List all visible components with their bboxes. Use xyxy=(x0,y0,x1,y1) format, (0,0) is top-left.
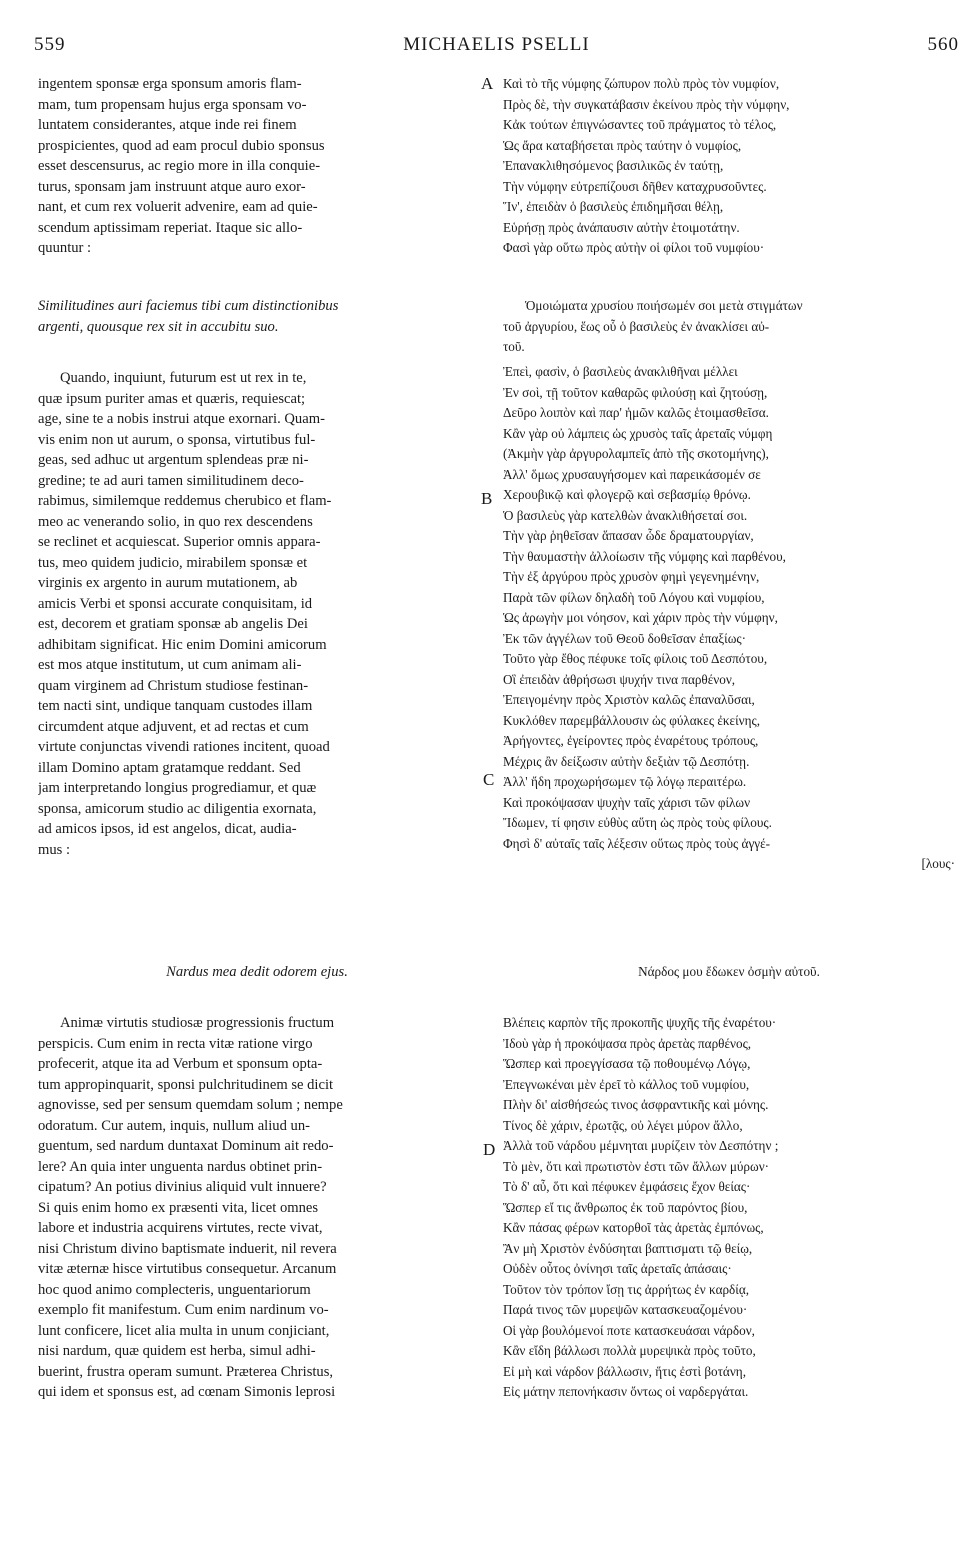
text-line: Ὥσπερ καὶ προεγγίσασα τῷ ποθουμένῳ Λόγῳ, xyxy=(503,1056,751,1071)
text-line: Παρὰ τῶν φίλων δηλαδὴ τοῦ Λόγου καὶ νυμφίου, xyxy=(503,589,765,605)
text-line: mus : xyxy=(38,841,71,858)
text-line: Τὴν ἐξ ἀργύρου πρὸς χρυσὸν φημὶ γεγενημένην, xyxy=(503,569,760,584)
text-line: labore et industria acquirens virtutes, recte vivat, xyxy=(38,1220,323,1236)
greek-block-2-end-line: [λους· xyxy=(921,856,955,871)
text-line: nisi nardum, quæ quidem est herba, simul adhi- xyxy=(38,1343,316,1359)
text-line: Εἰ μὴ καὶ νάρδον βάλλωσιν, ἥτις ἐστὶ βοτάνη, xyxy=(503,1363,746,1379)
greek-block-2 xyxy=(503,362,955,854)
text-line: Τὸ δ' αὖ, ὅτι καὶ πέφυκεν ἐμφάσεις ἔχον θείας· xyxy=(503,1179,751,1194)
text-line: jam interpretando longius progrediamur, et quæ xyxy=(38,780,317,796)
text-line: buerint, frustra operam sumunt. Præterea Christus, xyxy=(38,1363,334,1380)
greek-block-1 xyxy=(503,74,955,259)
text-line: Ἐπεγνωκέναι μὲν ἐρεῖ τὸ κάλλος τοῦ νυμφίου, xyxy=(503,1076,750,1092)
greek-block-3 xyxy=(503,1013,955,1403)
running-title: MICHAELIS PSELLI xyxy=(403,34,590,55)
greek-verse-1 xyxy=(503,296,955,358)
text-line: Ἀλλ' ἤδη προχωρήσωμεν τῷ λόγῳ περαιτέρω. xyxy=(503,774,747,789)
text-line: quam virginem ad Christum studiose festinan- xyxy=(38,677,309,694)
text-line: Οἱ γὰρ βουλόμενοί ποτε κατασκευάσαι νάρδον, xyxy=(503,1322,755,1338)
text-line: argenti, quousque rex sit in accubitu suo. xyxy=(38,318,279,335)
text-line: Ἰδοὺ γὰρ ἡ προκόψασα πρὸς ἀρετὰς παρθένος, xyxy=(503,1035,752,1051)
text-line: Εὑρήσῃ πρὸς ἀνάπαυσιν αὐτὴν ἑτοιμοτάτην. xyxy=(503,219,740,235)
text-line: tum appropinquarit, sponsi pulchritudinem se dicit xyxy=(38,1076,334,1093)
section-marker-c: C xyxy=(483,770,495,789)
latin-block-3 xyxy=(38,1013,476,1403)
text-line: Χερουβικῷ καὶ φλογερῷ καὶ σεβασμίῳ θρόνῳ. xyxy=(503,487,751,502)
text-line: prospicientes, quod ad eam procul dubio sponsus xyxy=(38,137,325,154)
page-number-right: 560 xyxy=(927,34,959,55)
text-line: Animæ virtutis studiosæ progressionis fructum xyxy=(60,1015,335,1031)
section-marker-b: B xyxy=(481,489,493,508)
text-line: Εἰς μάτην πεπονήκασιν ὄντως οἱ ναρδεργάται. xyxy=(503,1384,749,1399)
text-line: odoratum. Cur autem, inquis, nullum aliud un- xyxy=(38,1117,310,1134)
text-line: Κἂν εἴδη βάλλωσι πολλὰ μυρεψικὰ πρὸς τοῦτο, xyxy=(503,1343,756,1358)
text-line: vitæ æternæ hisce virtutibus consequetur. Arcanum xyxy=(38,1261,337,1277)
text-line: quæ ipsum puriter amas et quæris, requiescat; xyxy=(38,390,306,407)
text-line: Κἂν πάσας φέρων κατορθοῖ τὰς ἀρετὰς ἐμπόνως, xyxy=(503,1220,764,1235)
text-line: Τοῦτο γὰρ ἔθος πέφυκε τοῖς φίλοις τοῦ Δεσπότου, xyxy=(503,651,768,666)
text-line: tus, meo quidem judicio, mirabilem sponsæ et xyxy=(38,554,308,571)
text-line: Τὴν γὰρ ῥηθεῖσαν ἅπασαν ὧδε δραματουργίαν, xyxy=(503,528,754,543)
text-line: Παρά τινος τῶν μυρεψῶν κατασκευαζομένου· xyxy=(503,1302,748,1317)
text-line: virtute conjunctas vivendi rationes incitent, quoad xyxy=(38,739,330,755)
text-line: Ἀρήγοντες, ἐγείροντες πρὸς ἐναρέτους τρόπους, xyxy=(503,733,759,748)
text-line: Οὐδὲν οὗτος ὀνίνησι ταῖς ἀρεταῖς ἁπάσαις· xyxy=(503,1261,732,1276)
running-header xyxy=(34,34,959,58)
latin-verse-1 xyxy=(38,296,476,337)
text-line: Ὡς ἄρα καταβήσεται πρὸς ταύτην ὁ νυμφίος, xyxy=(503,137,742,153)
text-line: Ἐπεὶ, φασὶν, ὁ βασιλεὺς ἀνακλιθῆναι μέλλει xyxy=(503,364,738,379)
text-line: ad amicos ipsos, id est angelos, dicat, audia- xyxy=(38,821,297,837)
text-line: Quando, inquiunt, futurum est ut rex in te, xyxy=(60,370,307,386)
text-line: Ἐν σοὶ, τῇ τοῦτον καθαρῶς φιλούσῃ καὶ ζητούσῃ, xyxy=(503,384,768,400)
text-line: guentum, sed nardum duntaxat Dominum ait redo- xyxy=(38,1138,334,1154)
text-line: (Ἀκμὴν γὰρ ἀργυρολαμπεῖς ἀπὸ τῆς σκοτομήνης), xyxy=(503,446,769,461)
text-line: luntatem considerantes, atque inde rei finem xyxy=(38,117,297,133)
text-line: scendum aptissimam reperiat. Itaque sic allo- xyxy=(38,219,303,236)
text-line: esset descensurus, ac regio more in illa conquie- xyxy=(38,158,321,174)
text-line: mam, tum propensam hujus erga sponsam vo- xyxy=(38,96,307,113)
text-line: Καὶ προκόψασαν ψυχὴν ταῖς χάρισι τῶν φίλων xyxy=(503,794,751,810)
text-line: Ἴδωμεν, τί φησιν εὐθὺς αὕτη ὡς πρὸς τοὺς φίλους. xyxy=(503,815,772,830)
text-line: τοῦ ἀργυρίου, ἕως οὗ ὁ βασιλεὺς ἐν ἀνακλίσει αὐ- xyxy=(503,318,770,334)
text-line: perspicis. Cum enim in recta vitæ ratione virgo xyxy=(38,1035,313,1052)
text-line: Τὸ μὲν, ὅτι καὶ πρωτιστὸν ἐστι τῶν ἄλλων μύρων· xyxy=(503,1158,770,1174)
text-line: lere? An quia inter unguenta nardus obtinet prin- xyxy=(38,1158,323,1175)
text-line: quuntur : xyxy=(38,240,92,256)
text-line: est, decorem et gratiam sponsæ ab angelis Dei xyxy=(38,616,308,632)
text-line: amicis Verbi et sponsi accurate conquisitam, id xyxy=(38,595,313,612)
text-line: Ἐπανακλιθησόμενος βασιλικῶς ἐν ταύτῃ, xyxy=(503,158,724,173)
text-line: Καὶ τὸ τῆς νύμφης ζώπυρον πολὺ πρὸς τὸν νυμφίον, xyxy=(503,76,780,91)
text-line: lunt conficere, licet alia multa in unum conjiciant, xyxy=(38,1322,330,1339)
text-line: Μέχρις ἂν δείξωσιν αὐτὴν δεξιὰν τῷ Δεσπότῃ. xyxy=(503,753,750,769)
text-line: est mos atque institutum, ut cum animam ali- xyxy=(38,657,302,673)
text-line: Δεῦρο λοιπὸν καὶ παρ' ἡμῶν καλῶς ἑτοιμασθεῖσα. xyxy=(503,405,769,420)
text-line: Ἵν', ἐπειδὰν ὁ βασιλεὺς ἐπιδημῆσαι θέλῃ, xyxy=(503,199,724,214)
text-line: Ἀλλὰ τοῦ νάρδου μέμνηται μυρίζειν τὸν Δεσπότην ; xyxy=(503,1138,779,1153)
text-line: geas, sed adhuc ut argentum splendeas præ ni- xyxy=(38,452,309,468)
text-line: Τὴν νύμφην εὐτρεπίζουσι δῆθεν καταχρυσοῦντες. xyxy=(503,178,767,194)
section-marker-d: D xyxy=(483,1140,496,1159)
latin-block-2 xyxy=(38,368,476,860)
text-line: tem nacti sint, undique tanquam custodes illam xyxy=(38,698,313,714)
text-line: Ὥσπερ εἴ τις ἄνθρωπος ἐκ τοῦ παρόντος βίου, xyxy=(503,1199,748,1215)
greek-verse-2-line: Νάρδος μου ἔδωκεν ὀσμὴν αὐτοῦ. xyxy=(638,964,820,979)
text-line: turus, sponsam jam instruunt atque auro exor- xyxy=(38,178,306,195)
text-line: Κυκλόθεν παρεμβάλλουσιν ὡς φύλακες ἐκείνης, xyxy=(503,712,760,728)
text-line: Ἐκ τῶν ἀγγέλων τοῦ Θεοῦ δοθεῖσαν ἐπαξίως· xyxy=(503,630,746,646)
text-line: se reclinet et acquiescat. Superior omnis appara- xyxy=(38,534,321,550)
text-line: virginis ex argento in aurum mutationem, ab xyxy=(38,575,298,591)
latin-verse-2 xyxy=(38,962,476,983)
text-line: meo ac venerando solio, in quo rex descendens xyxy=(38,513,313,530)
text-line: circumdent atque adjuvent, et ad rectas et cum xyxy=(38,718,309,735)
latin-verse-2-line: Nardus mea dedit odorem ejus. xyxy=(166,964,348,980)
text-line: Ὁ βασιλεὺς γὰρ κατελθὼν ἀνακλιθήσεταί σοι. xyxy=(503,507,748,523)
text-line: Τὴν θαυμαστὴν ἀλλοίωσιν τῆς νύμφης καὶ παρθένου, xyxy=(503,548,786,564)
section-marker-a: A xyxy=(481,74,494,93)
text-line: ingentem sponsæ erga sponsum amoris flam- xyxy=(38,76,302,92)
text-line: Κἀκ τούτων ἐπιγνώσαντες τοῦ πράγματος τὸ τέλος, xyxy=(503,117,777,132)
greek-verse-2 xyxy=(503,962,955,983)
text-line: agnovisse, sed per sensum quemdam solum ; nempe xyxy=(38,1097,343,1113)
text-line: illam Domino aptam gratamque reddant. Sed xyxy=(38,759,301,776)
text-line: Ὡς ἀρωγὴν μοι νόησον, καὶ χάριν πρὸς τὴν νύμφην, xyxy=(503,610,778,625)
text-line: Πρὸς δὲ, τὴν συγκατάβασιν ἐκείνου πρὸς τὴν νύμφην, xyxy=(503,96,790,112)
text-line: Ἂν μὴ Χριστὸν ἐνδύσηται βαπτισματι τῷ θείῳ, xyxy=(503,1240,753,1256)
text-line: qui idem et sponsus est, ad cœnam Simonis leprosi xyxy=(38,1384,336,1400)
text-line: Πλὴν δι' αἰσθήσεώς τινος ἀσφραντικῆς καὶ μόνης. xyxy=(503,1097,769,1112)
page-number-left: 559 xyxy=(34,34,66,55)
text-line: vis enim non ut aurum, o sponsa, virtutibus ful- xyxy=(38,431,316,448)
text-line: Τοῦτον τὸν τρόπον ἴσῃ τις ἀρρήτως ἐν καρδίᾳ, xyxy=(503,1281,750,1297)
text-line: age, sine te a nobis instrui atque exornari. Quam- xyxy=(38,411,325,427)
text-line: Φησὶ δ' αὐταῖς ταῖς λέξεσιν οὕτως πρὸς τοὺς ἀγγέ- xyxy=(503,835,771,851)
text-line: gredine; te ad auri tamen similitudinem deco- xyxy=(38,472,304,489)
text-line: hoc quod animo complecteris, unguentariorum xyxy=(38,1281,311,1298)
greek-block-2-end xyxy=(503,854,963,875)
text-line: Τίνος δὲ χάριν, ἐρωτᾷς, οὐ λέγει μύρον ἄλλο, xyxy=(503,1117,743,1133)
text-line: Κἂν γὰρ οὐ λάμπεις ὡς χρυσὸς ταῖς ἀρεταῖς νύμφη xyxy=(503,425,773,441)
latin-block-1 xyxy=(38,74,476,259)
text-line: cipatum? An potius divinius aliquid vult innuere? xyxy=(38,1179,327,1195)
text-line: Ἀλλ' ὅμως χρυσαυγήσομεν καὶ παρεικάσομέν σε xyxy=(503,466,761,482)
text-line: Φασὶ γὰρ οὕτω πρὸς αὐτὴν οἱ φίλοι τοῦ νυμφίου· xyxy=(503,240,765,255)
text-line: nant, et cum rex voluerit advenire, eam ad quie- xyxy=(38,199,318,215)
text-line: Similitudines auri faciemus tibi cum distinctionibus xyxy=(38,298,339,314)
text-line: adhibitam significat. Hic enim Domini amicorum xyxy=(38,636,327,653)
text-line: nisi Christum divino baptismate induerit, nil revera xyxy=(38,1240,337,1257)
text-line: τοῦ. xyxy=(503,339,525,354)
text-line: rabimus, similemque reddemus cherubico et flam- xyxy=(38,493,332,509)
text-line: Ὁμοιώματα χρυσίου ποιήσωμέν σοι μετὰ στιγμάτων xyxy=(525,298,803,313)
text-line: Βλέπεις καρπὸν τῆς προκοπῆς ψυχῆς τῆς ἐναρέτου· xyxy=(503,1015,777,1030)
text-line: Ἐπειγομένην πρὸς Χριστὸν καλῶς ἐπαναλῦσαι, xyxy=(503,692,755,707)
text-line: profecerit, atque ita ad Verbum et sponsum opta- xyxy=(38,1056,323,1072)
text-line: Si quis enim homo ex præsenti vita, licet omnes xyxy=(38,1199,319,1216)
text-line: exemplo fit manifestum. Cum enim nardinum vo- xyxy=(38,1302,329,1318)
text-line: sponsa, amicorum studio ac diligentia exornata, xyxy=(38,800,317,817)
text-line: Οἳ ἐπειδὰν ἀθρήσωσι ψυχήν τινα παρθένον, xyxy=(503,671,736,687)
